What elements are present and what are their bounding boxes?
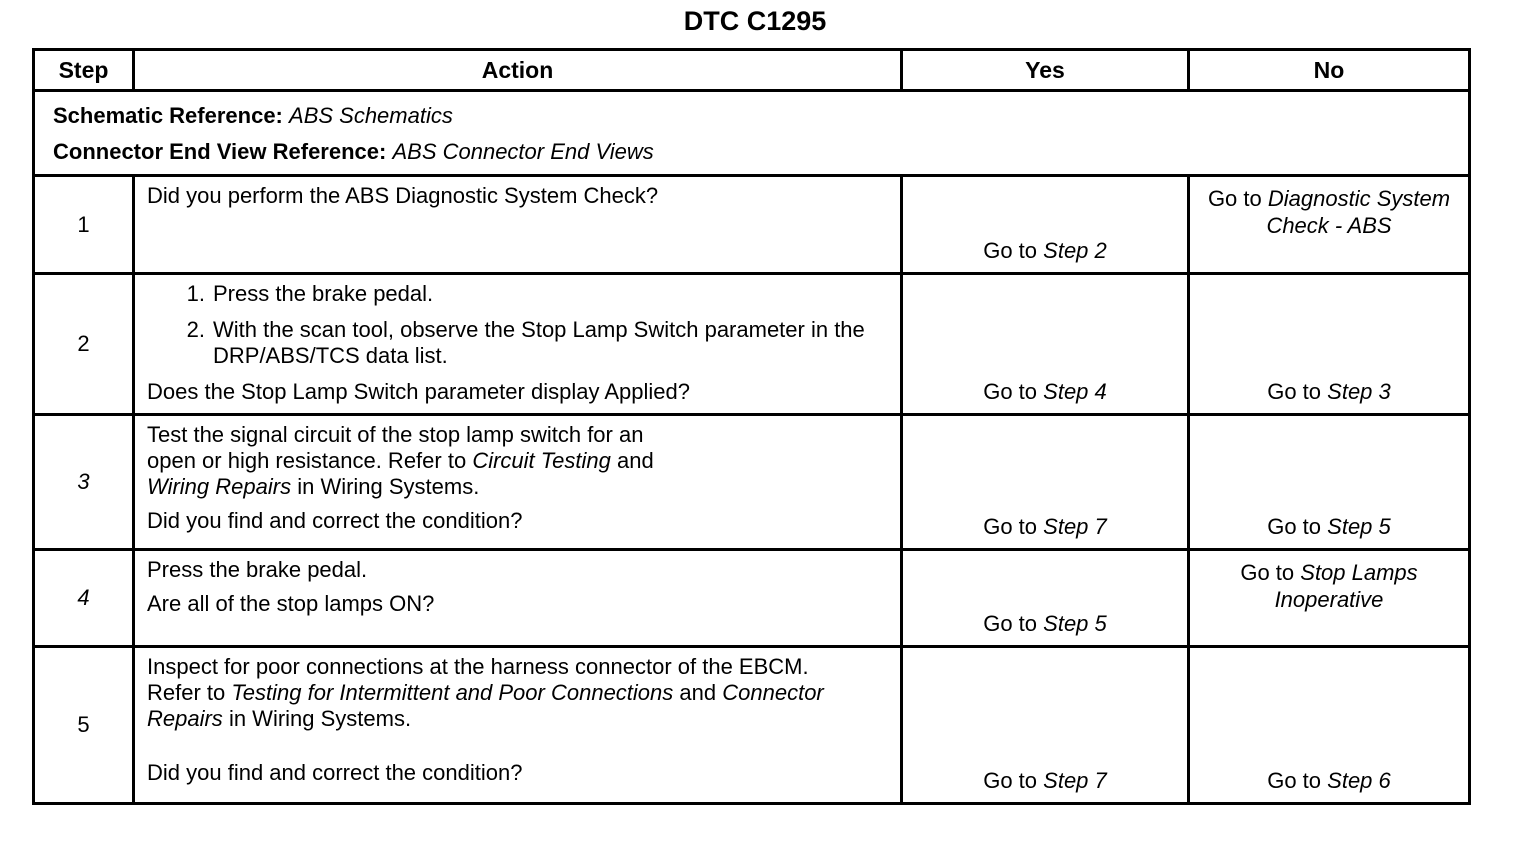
- list-item-number: 2.: [186, 317, 205, 342]
- table-row: [34, 415, 1470, 550]
- step-action: [134, 415, 902, 550]
- step-action: [134, 176, 902, 274]
- step-question: Are all of the stop lamps ON?: [147, 591, 435, 616]
- step-question: Did you find and correct the condition?: [147, 508, 523, 533]
- connector-repairs-link[interactable]: Connector Repairs: [147, 680, 824, 731]
- yes-prefix: Go to: [983, 768, 1038, 793]
- page-title: DTC C1295: [683, 6, 827, 36]
- no-prefix: Go to: [1267, 379, 1322, 404]
- connector-reference-link[interactable]: ABS Connector End Views: [392, 139, 654, 164]
- step-action: [134, 550, 902, 647]
- yes-prefix: Go to: [983, 379, 1038, 404]
- step-action: [134, 647, 902, 804]
- step-number-text: 3: [77, 469, 90, 494]
- circuit-testing-link[interactable]: Circuit Testing: [472, 448, 611, 473]
- and-text: and: [617, 448, 654, 473]
- reference-row: [34, 91, 1470, 176]
- no-cell: [1189, 274, 1470, 415]
- header-no: No: [1189, 50, 1470, 91]
- no-link[interactable]: Diagnostic System Check - ABS: [1266, 186, 1451, 238]
- step-number: 1: [34, 176, 134, 274]
- action-paragraph: [147, 422, 687, 500]
- yes-cell: [902, 647, 1189, 804]
- yes-cell: [902, 176, 1189, 274]
- table-row: [34, 176, 1470, 274]
- header-yes: Yes: [902, 50, 1189, 91]
- yes-prefix: Go to: [983, 611, 1038, 636]
- yes-cell: [902, 415, 1189, 550]
- no-cell: [1189, 176, 1470, 274]
- action-text-end: in Wiring Systems.: [228, 706, 412, 731]
- wiring-repairs-link[interactable]: Wiring Repairs: [147, 474, 292, 499]
- yes-link[interactable]: Step 4: [1043, 379, 1107, 404]
- yes-cell: [902, 274, 1189, 415]
- list-item-number: 1.: [186, 281, 205, 306]
- no-link[interactable]: Step 5: [1327, 514, 1391, 539]
- yes-link[interactable]: Step 7: [1043, 514, 1107, 539]
- step-question: Did you find and correct the condition?: [147, 760, 523, 785]
- no-link[interactable]: Stop Lamps Inoperative: [1274, 560, 1418, 612]
- table-row: [34, 274, 1470, 415]
- table-row: [34, 647, 1470, 804]
- step-number-text: 4: [77, 585, 90, 610]
- no-cell: [1189, 415, 1470, 550]
- and-text: and: [679, 680, 717, 705]
- connector-reference-label: Connector End View Reference:: [53, 139, 387, 164]
- no-link[interactable]: Step 6: [1327, 768, 1391, 793]
- action-text: Did you perform the ABS Diagnostic System Check?: [147, 183, 659, 208]
- no-prefix: Go to: [1240, 560, 1295, 585]
- no-link[interactable]: Step 3: [1327, 379, 1391, 404]
- instruction-list: [147, 281, 888, 369]
- step-number: 5: [34, 647, 134, 804]
- yes-prefix: Go to: [983, 514, 1038, 539]
- yes-link[interactable]: Step 2: [1043, 238, 1107, 263]
- list-item: [147, 281, 888, 307]
- list-item-text: Press the brake pedal.: [213, 281, 434, 306]
- connector-reference: [53, 134, 1450, 170]
- step-number: [34, 415, 134, 550]
- table-row: [34, 550, 1470, 647]
- no-prefix: Go to: [1267, 768, 1322, 793]
- schematic-reference-label: Schematic Reference:: [53, 103, 283, 128]
- header-row: [34, 50, 1470, 91]
- action-text: Press the brake pedal.: [147, 557, 368, 582]
- diagnostic-table: [32, 48, 1471, 805]
- step-number: [34, 550, 134, 647]
- yes-prefix: Go to: [983, 238, 1038, 263]
- step-number: 2: [34, 274, 134, 415]
- header-step: Step: [34, 50, 134, 91]
- no-cell: [1189, 550, 1470, 647]
- list-item-text: With the scan tool, observe the Stop Lamp Switch parameter in the DRP/ABS/TCS data list.: [213, 317, 865, 368]
- no-cell: [1189, 647, 1470, 804]
- list-item: [147, 317, 888, 369]
- intermittent-connections-link[interactable]: Testing for Intermittent and Poor Connections: [231, 680, 674, 705]
- schematic-reference: [53, 98, 1450, 134]
- action-paragraph: [147, 654, 857, 732]
- reference-cell: [34, 91, 1470, 176]
- action-text-end: in Wiring Systems.: [297, 474, 480, 499]
- yes-link[interactable]: Step 5: [1043, 611, 1107, 636]
- step-question: Does the Stop Lamp Switch parameter display Applied?: [147, 379, 690, 404]
- action-text: Test the signal circuit of the stop lamp switch for an open or high resistance. Refer to: [147, 422, 644, 473]
- step-action: [134, 274, 902, 415]
- schematic-reference-link[interactable]: ABS Schematics: [289, 103, 453, 128]
- no-prefix: Go to: [1267, 514, 1322, 539]
- action-text: Inspect for poor connections at the harness connector of the EBCM. Refer to: [147, 654, 809, 705]
- no-prefix: Go to: [1207, 186, 1262, 211]
- yes-link[interactable]: Step 7: [1043, 768, 1107, 793]
- header-action: Action: [134, 50, 902, 91]
- yes-cell: [902, 550, 1189, 647]
